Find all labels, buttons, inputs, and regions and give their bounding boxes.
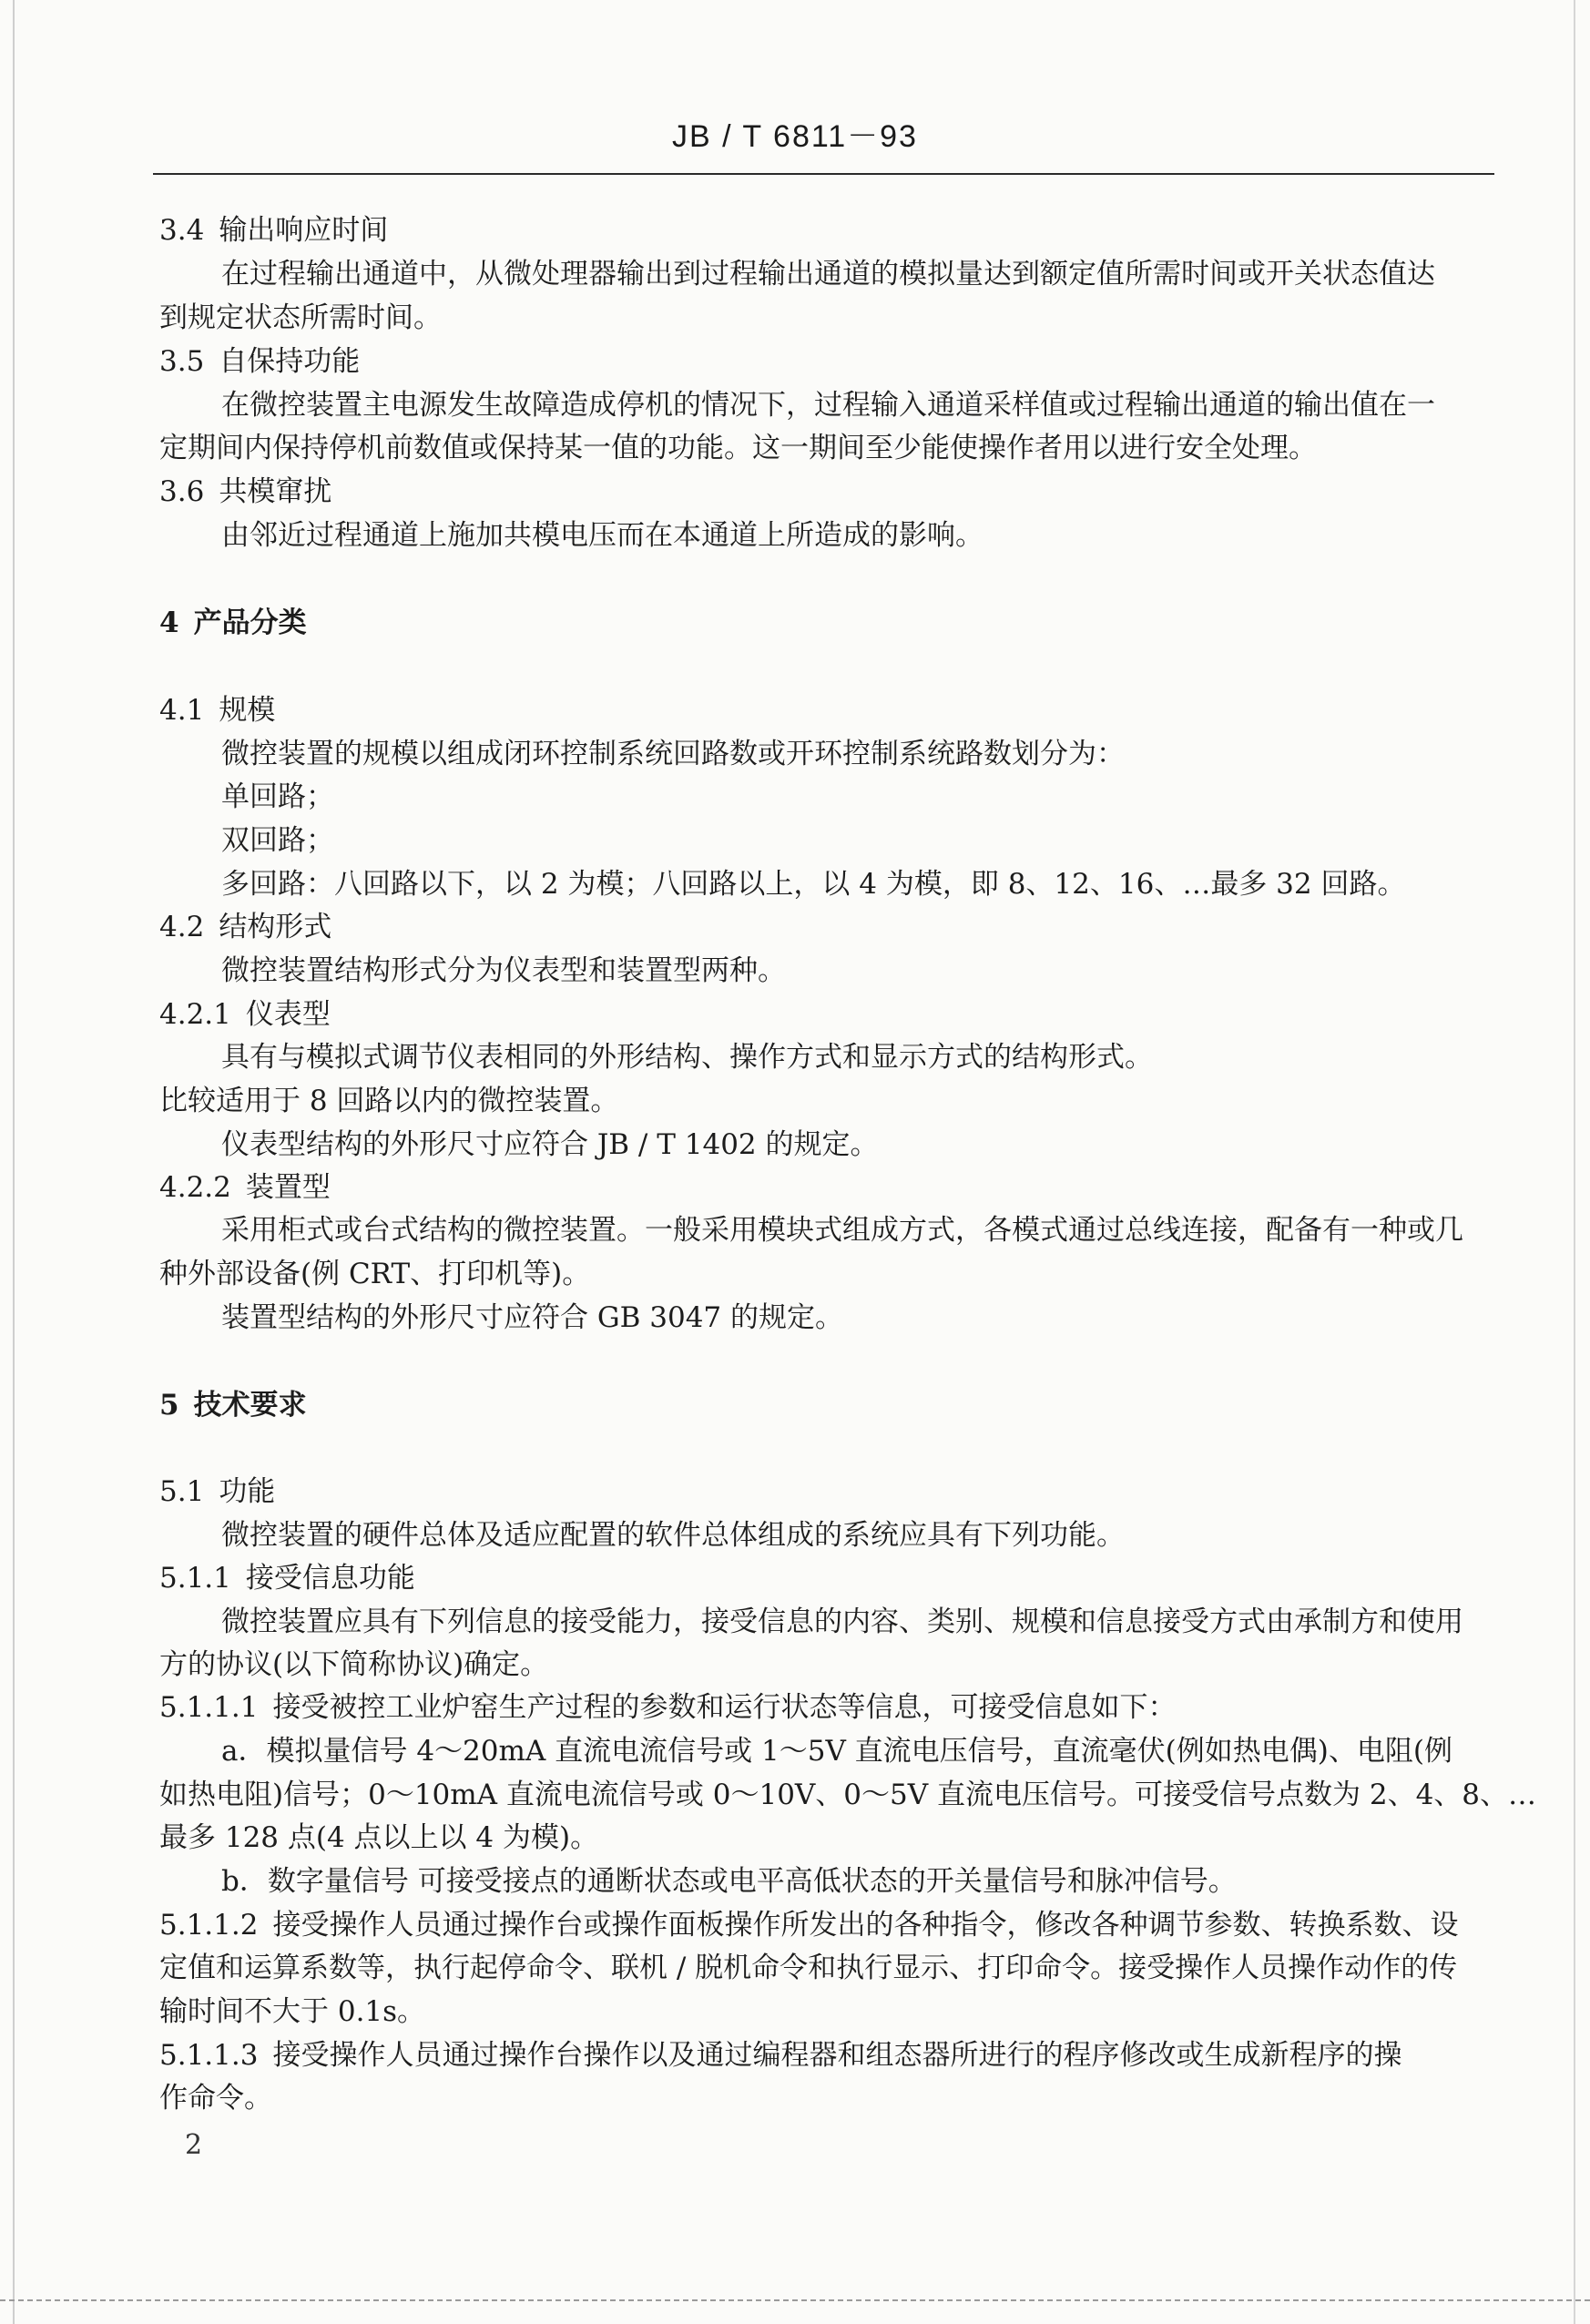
section-number: 3.5 [159, 345, 205, 378]
paragraph-line: 微控装置的规模以组成闭环控制系统回路数或开环控制系统路数划分为： [221, 738, 1125, 770]
heading-text: 规模 [219, 694, 276, 727]
section-number: 4.2 [159, 911, 205, 943]
heading-text: 接受信息功能 [245, 1562, 415, 1595]
list-item: 单回路； [221, 780, 334, 813]
clause-5-1-1-1 [159, 1689, 1176, 1726]
clause-text: 接受操作人员通过操作台操作以及通过编程器和组态器所进行的程序修改或生成新程序的操 [272, 2039, 1402, 2072]
heading-text: 共模窜扰 [219, 475, 332, 508]
heading-text: 仪表型 [245, 998, 331, 1031]
paragraph-line: 输时间不大于 0.1s。 [159, 1995, 426, 2028]
paragraph-line: 具有与模拟式调节仪表相同的外形结构、操作方式和显示方式的结构形式。 [221, 1041, 1153, 1074]
scan-edge-left [13, 0, 15, 2324]
section-number: 5.1.1.1 [159, 1691, 259, 1724]
heading-text: 自保持功能 [219, 345, 361, 378]
heading-text: 技术要求 [193, 1389, 307, 1422]
clause-text: 接受被控工业炉窑生产过程的参数和运行状态等信息，可接受信息如下： [272, 1691, 1177, 1724]
heading-4-2-1 [159, 996, 331, 1033]
section-number: 5.1.1 [159, 1562, 231, 1595]
heading-3-5 [159, 343, 360, 380]
paragraph-line: 方的协议(以下简称协议)确定。 [159, 1648, 549, 1681]
heading-4 [159, 605, 307, 641]
header-rule [153, 173, 1494, 175]
paragraph-line: 作命令。 [159, 2082, 272, 2115]
paragraph-line: 采用柜式或台式结构的微控装置。一般采用模块式组成方式，各模式通过总线连接，配备有一种或几 [221, 1214, 1463, 1247]
paragraph-line: 在过程输出通道中，从微处理器输出到过程输出通道的模拟量达到额定值所需时间或开关状态值达 [221, 258, 1435, 290]
list-item: 多回路：八回路以下，以 2 为模；八回路以上，以 4 为模，即 8、12、16、…最多 32 回路。 [221, 868, 1406, 901]
clause-5-1-1-2 [159, 1907, 1458, 1943]
paragraph-line: 如热电阻)信号；0～10mA 直流电流信号或 0～10V、0～5V 直流电压信号。可接受信号点数为 2、4、8、… [159, 1779, 1537, 1811]
list-item: 双回路； [221, 824, 334, 857]
heading-text: 功能 [219, 1475, 276, 1508]
paragraph-line: 微控装置的硬件总体及适应配置的软件总体组成的系统应具有下列功能。 [221, 1519, 1125, 1552]
section-number: 5.1.1.2 [159, 1909, 259, 1942]
paragraph-line: 到规定状态所需时间。 [159, 301, 442, 334]
list-item-b: b．数字量信号 可接受接点的通断状态或电平高低状态的开关量信号和脉冲信号。 [221, 1865, 1237, 1898]
heading-text: 装置型 [245, 1171, 331, 1204]
heading-3-6 [159, 474, 331, 510]
paragraph-line: 由邻近过程通道上施加共模电压而在本通道上所造成的影响。 [221, 519, 984, 552]
heading-text: 输出响应时间 [219, 214, 389, 247]
heading-4-1 [159, 692, 275, 729]
paragraph-line: 最多 128 点(4 点以上以 4 为模)。 [159, 1821, 599, 1854]
scan-bottom-dashes [0, 2299, 1590, 2301]
paragraph-line: 比较适用于 8 回路以内的微控装置。 [159, 1085, 619, 1117]
heading-5 [159, 1387, 307, 1423]
heading-text: 产品分类 [193, 606, 307, 639]
section-number: 4.2.2 [159, 1171, 231, 1204]
heading-5-1-1 [159, 1560, 415, 1596]
section-number: 4.2.1 [159, 998, 231, 1031]
heading-5-1 [159, 1473, 275, 1510]
section-number: 5 [159, 1389, 179, 1422]
paragraph-line: 装置型结构的外形尺寸应符合 GB 3047 的规定。 [221, 1301, 843, 1334]
section-number: 3.6 [159, 475, 205, 508]
paragraph-line: 在微控装置主电源发生故障造成停机的情况下，过程输入通道采样值或过程输出通道的输出值在一 [221, 389, 1435, 422]
section-number: 5.1 [159, 1475, 205, 1508]
scan-edge-right [1574, 0, 1575, 2324]
paragraph-line: 微控装置结构形式分为仪表型和装置型两种。 [221, 954, 786, 987]
standard-code-header: JB / T 6811－93 [672, 119, 918, 154]
heading-4-2 [159, 909, 331, 945]
paragraph-line: 定期间内保持停机前数值或保持某一值的功能。这一期间至少能使操作者用以进行安全处理。 [159, 432, 1317, 464]
paragraph-line: 仪表型结构的外形尺寸应符合 JB / T 1402 的规定。 [221, 1128, 879, 1161]
page-number: 2 [185, 2129, 203, 2161]
heading-4-2-2 [159, 1169, 331, 1206]
clause-text: 接受操作人员通过操作台或操作面板操作所发出的各种指令，修改各种调节参数、转换系数、设 [272, 1909, 1459, 1942]
section-number: 5.1.1.3 [159, 2039, 259, 2072]
heading-3-4 [159, 212, 388, 249]
section-number: 4.1 [159, 694, 205, 727]
paragraph-line: 微控装置应具有下列信息的接受能力，接受信息的内容、类别、规模和信息接受方式由承制方和使用 [221, 1605, 1463, 1638]
clause-5-1-1-3 [159, 2037, 1401, 2074]
section-number: 4 [159, 606, 179, 639]
list-item-a: a．模拟量信号 4～20mA 直流电流信号或 1～5V 直流电压信号，直流毫伏(例如热电偶)、电阻(例 [221, 1735, 1452, 1768]
paragraph-line: 种外部设备(例 CRT、打印机等)。 [159, 1258, 591, 1290]
heading-text: 结构形式 [219, 911, 332, 943]
section-number: 3.4 [159, 214, 205, 247]
paragraph-line: 定值和运算系数等，执行起停命令、联机 / 脱机命令和执行显示、打印命令。接受操作人员操作动作的传 [159, 1952, 1458, 1984]
